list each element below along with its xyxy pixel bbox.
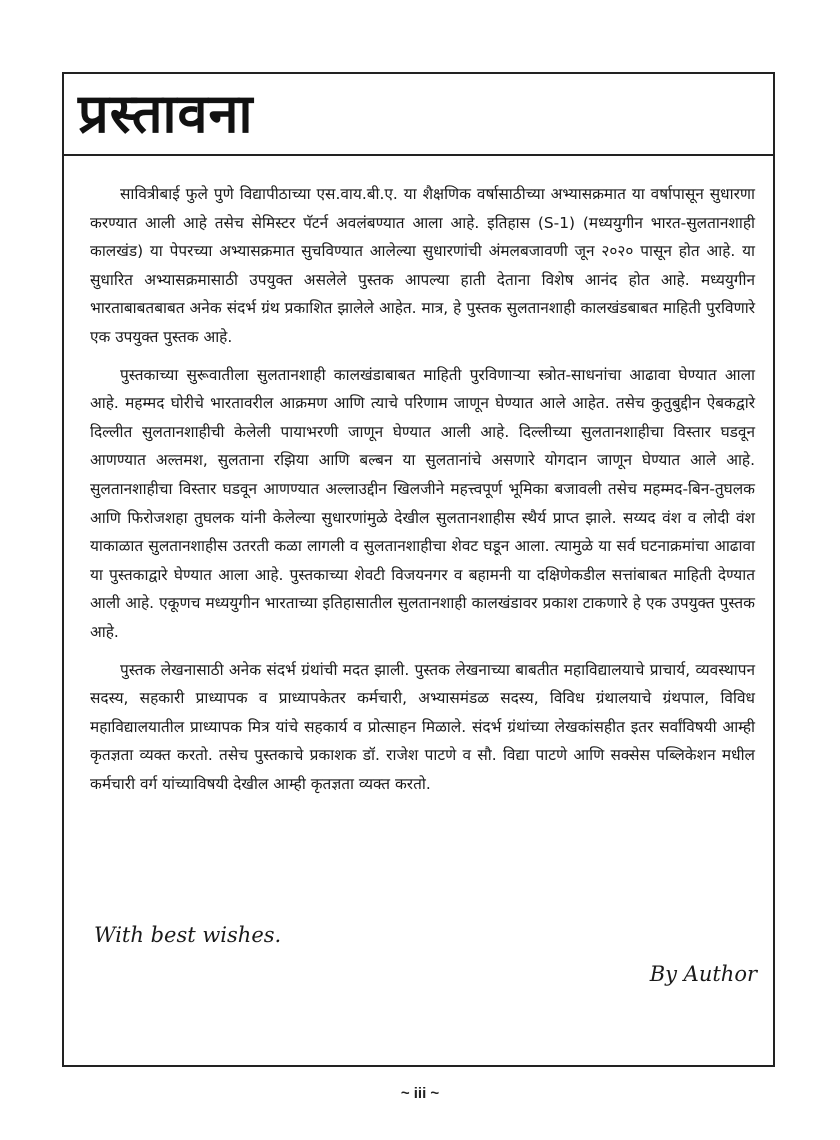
closing-wishes: With best wishes. — [94, 923, 282, 947]
page-frame — [62, 72, 775, 1067]
page-title: प्रस्तावना — [78, 82, 254, 145]
author-signoff: By Author — [649, 962, 757, 986]
title-band — [64, 74, 773, 156]
paragraph-2: पुस्तकाच्या सुरूवातीला सुलतानशाही कालखंडाबाबत माहिती पुरविणाऱ्या स्त्रोत-साधनांचा आढावा घेण्यात आला आहे. महम्मद घोरीचे भारतावरील आक्रमण आणि त्याचे परिणाम जाणून घेण्यात आले आहेत. तसेच कुतुबुद्दीन ऐबकद्वारे दिल्लीत सुलतानशाहीची केलेली पायाभरणी जाणून घेण्यात आली आहे. दिल्लीच्या सुलतानशाहीचा विस्तार घडवून आणण्यात अल्तमश, सुलताना रझिया आणि बल्बन या सुलतानांचे असणारे योगदान जाणून घेण्यात आले आहे. सुलतानशाहीचा विस्तार घडवून आणण्यात अल्लाउद्दीन खिलजीने महत्त्वपूर्ण भूमिका बजावली तसेच महम्मद-बिन-तुघलक आणि फिरोजशहा तुघलक यांनी केलेल्या सुधारणांमुळे देखील सुलतानशाहीस स्थैर्य प्राप्त झाले. सय्यद वंश व लोदी वंश याकाळात सुलतानशाहीस उतरती कळा लागली व सुलतानशाहीचा शेवट घडून आला. त्यामुळे या सर्व घटनाक्रमांचा आढावा या पुस्तकाद्वारे घेण्यात आला आहे. पुस्तकाच्या शेवटी विजयनगर व बहामनी या दक्षिणेकडील सत्तांबाबत माहिती देण्यात आली आहे. एकूणच मध्ययुगीन भारताच्या इतिहासातील सुलतानशाही कालखंडावर प्रकाश टाकणारे हे एक उपयुक्त पुस्तक आहे. — [90, 365, 755, 641]
page-number: ~ iii ~ — [400, 1085, 440, 1102]
paragraph-3: पुस्तक लेखनासाठी अनेक संदर्भ ग्रंथांची मदत झाली. पुस्तक लेखनाच्या बाबतीत महाविद्यालयाचे प्राचार्य, व्यवस्थापन सदस्य, सहकारी प्राध्यापक व प्राध्यापकेतर कर्मचारी, अभ्यासमंडळ सदस्य, विविध ग्रंथालयाचे ग्रंथपाल, विविध महाविद्यालयातील प्राध्यापक मित्र यांचे सहकार्य व प्रोत्साहन मिळाले. संदर्भ ग्रंथांच्या लेखकांसहीत इतर सर्वांविषयी आम्ही कृतज्ञता व्यक्त करतो. तसेच पुस्तकाचे प्रकाशक डॉ. राजेश पाटणे व सौ. विद्या पाटणे आणि सक्सेस पब्लिकेशन मधील कर्मचारी वर्ग यांच्याविषयी देखील आम्ही कृतज्ञता व्यक्त करतो. — [90, 660, 755, 793]
body-text — [90, 180, 755, 807]
paragraph-1: सावित्रीबाई फुले पुणे विद्यापीठाच्या एस.वाय.बी.ए. या शैक्षणिक वर्षासाठीच्या अभ्यासक्रमात या वर्षापासून सुधारणा करण्यात आली आहे तसेच सेमिस्टर पॅटर्न अवलंबण्यात आला आहे. इतिहास (S-1) (मध्ययुगीन भारत-सुलतानशाही कालखंड) या पेपरच्या अभ्यासक्रमात सुचविण्यात आलेल्या सुधारणांची अंमलबजावणी जून २०२० पासून होत आहे. या सुधारित अभ्यासक्रमासाठी उपयुक्त असलेले पुस्तक आपल्या हाती देताना विशेष आनंद होत आहे. मध्ययुगीन भारताबाबतबाबत अनेक संदर्भ ग्रंथ प्रकाशित झालेले आहेत. मात्र, हे पुस्तक सुलतानशाही कालखंडबाबत माहिती पुरविणारे एक उपयुक्त पुस्तक आहे. — [90, 185, 755, 346]
